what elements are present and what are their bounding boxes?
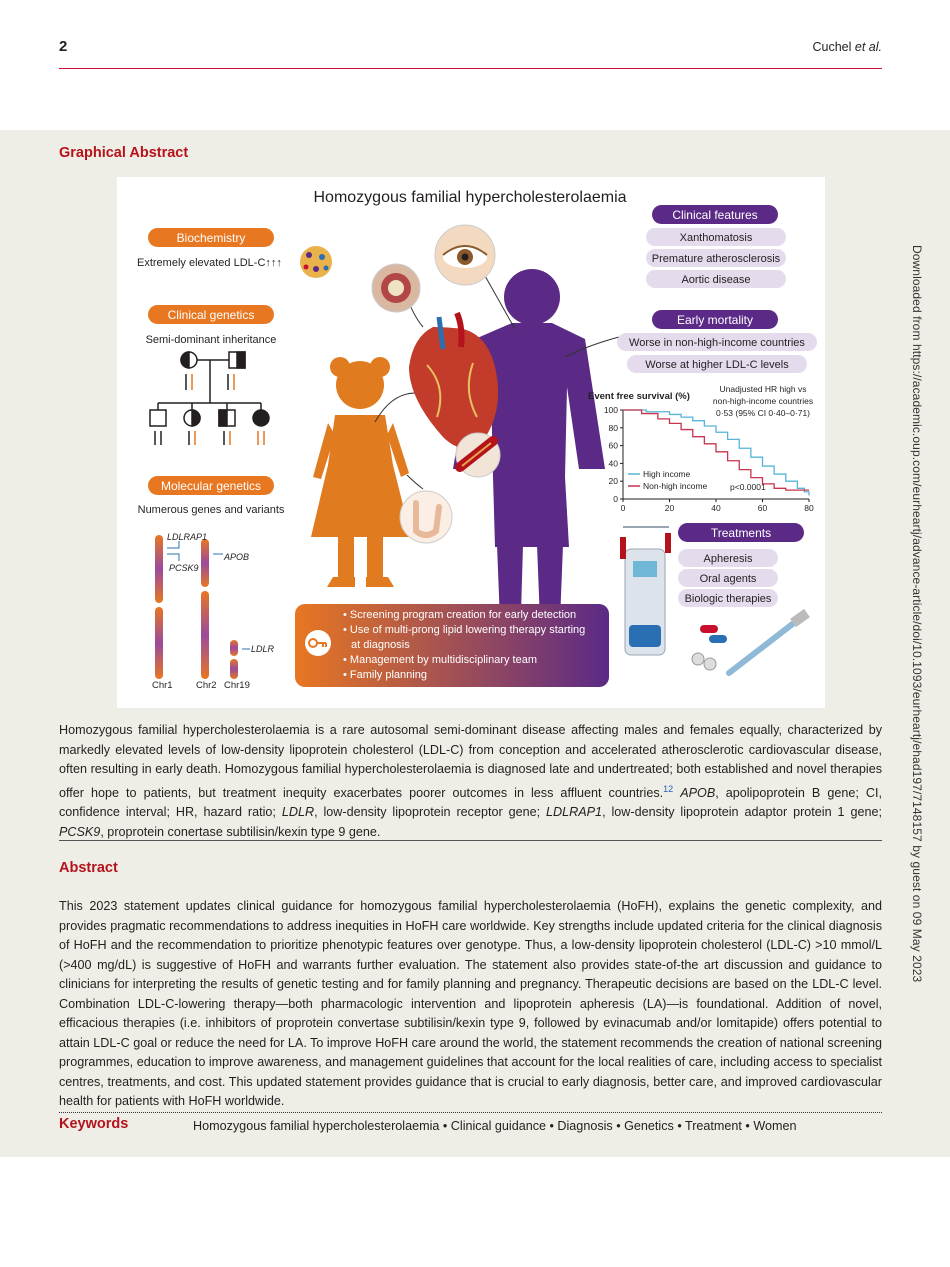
molecular-genetics-text: Numerous genes and variants [137,504,285,516]
running-head-etal: et al. [854,40,882,54]
recommendation-2b: at diagnosis [351,639,410,651]
child-silhouette [311,357,411,587]
chart-legend-label: High income [643,469,691,479]
recommendation-3: • Management by multidisciplinary team [343,654,537,666]
caption-rule [59,840,882,841]
figure-caption: Homozygous familial hypercholesterolaemia is a rare autosomal semi-dominant disease affecting males and females equally, characterized by markedly elevated levels of low-density lipoprotein cholesterol (LDL-C) from conception and accelerated atherosclerotic cardiovascular disease, often resulting in early death. Homozygous familial hypercholesterolaemia is diagnosed late and undertreated; both established and novel therapies offer hope to patients, but treatment inequity exacerbates poorer outcomes in less affluent countries.$^{12}$ APOB, apolipoprotein B gene; CI, confidence interval; HR, hazard ratio; LDLR, low-density lipoprotein receptor gene; LDLRAP1, low-density lipoprotein adaptor protein 1 gene; PCSK9, proprotein conertase subtilisin/kexin type 9 gene. [59,723,882,839]
ldl-particle-icon [300,246,332,278]
recommendation-1: • Screening program creation for early detection [343,609,577,621]
syringe-icon [729,613,807,673]
caption-ldlrap1: LDLRAP1 [546,805,603,820]
chr2-label: Chr2 [196,680,217,691]
caption-ldlr: LDLR [281,805,315,820]
keywords-list: Homozygous familial hypercholesterolaemia • Clinical guidance • Diagnosis • Genetics • Treatment • Women [193,1119,797,1133]
chart-annotation-3: 0·53 (95% CI 0·40–0·71) [715,408,811,418]
eye-icon [435,225,495,285]
chart-x-tick-label: 40 [711,503,721,513]
pills-icon [692,625,727,670]
vessel-icon [456,433,500,477]
gene-apob: APOB [224,552,250,562]
biochemistry-text: Extremely elevated LDL-C↑↑↑ [137,257,282,269]
chart-title: Event free survival (%) [588,391,690,402]
chart-annotation-2: non-high-income countries [712,396,814,406]
caption-text: Homozygous familial hypercholesterolaemia is a rare autosomal semi-dominant disease affecting males and females equally, characterized by markedly elevated levels of low-density lipoprotein cholesterol (LDL-C) from conception and accelerated atherosclerotic cardiovascular disease, often resulting in early death. Homozygous familial hypercholesterolaemia is diagnosed late and undertreated; both established and novel therapies offer hope to patients, but treatment inequity exacerbates poorer outcomes in less affluent countries. [59,723,882,800]
abstract-body: This 2023 statement updates clinical guidance for homozygous familial hypercholesterolaemia (HoFH), explains the genetic complexity, and provides pragmatic recommendations to address inequities in HoFH care worldwide. Key strengths include updated criteria for the clinical diagnosis of HoFH and the recommendation to prioritize phenotypic features over genotype. Thus, a low-density lipoprotein cholesterol (LDL-C) >10 mmol/L (>400 mg/dL) is suggestive of HoFH and warrants further evaluation. The statement also provides state-of-the art discussion and guidance to clinicians for interpreting the results of genetic testing and for family planning and pregnancy. Therapeutic decisions are based on the LDL-C level. Combination LDL-C-lowering therapy—both pharmacologic intervention and lipoprotein apheresis (LA)—is foundational. Addition of novel, efficacious therapies (i.e. inhibitors of proprotein convertase subtilisin/kexin type 9, followed by evinacumab and/or lomitapide) offers potential to attain LDL-C goal or reduce the need for LA. To improve HoFH care around the world, the statement recommends the creation of national screening programmes, education to improve awareness, and management guidelines that account for the local realities of care, including access to specialist centres, treatments, and cost. This updated statement provides guidance that is crucial to early diagnosis, better care, and improved cardiovascular health for patients with HoFH worldwide. [59,899,883,1108]
clinical-feature-2: Premature atherosclerosis [651,253,781,265]
chart-x-tick-label: 60 [757,503,768,513]
gene-ldlr: LDLR [251,644,275,654]
artery-section-icon [372,264,420,312]
survival-chart [588,384,814,513]
recommendation-4: • Family planning [343,669,427,681]
clinical-feature-1: Xanthomatosis [679,232,753,244]
chart-x-tick-label: 0 [620,503,626,513]
page-number: 2 [59,38,68,55]
hand-xanthoma-icon [400,491,452,543]
recommendation-2: • Use of multi-prong lipid lowering therapy starting [343,624,586,636]
early-mortality-label: Early mortality [676,313,754,327]
pedigree-diagram [150,352,269,426]
molecular-genetics-label: Molecular genetics [160,479,262,493]
treatment-3: Biologic therapies [684,593,772,605]
chart-y-tick-label: 80 [608,422,618,433]
caption-pcsk9: PCSK9 [59,824,101,839]
running-head [812,40,882,54]
chart-y-tick-label: 100 [603,405,618,415]
clinical-features-label: Clinical features [672,208,758,222]
biochemistry-label: Biochemistry [176,231,246,245]
chart-y-tick-label: 40 [608,458,618,469]
apheresis-machine-icon [620,527,671,655]
chr1-label: Chr1 [152,680,173,691]
keywords-divider [59,1112,882,1113]
clinical-feature-3: Aortic disease [681,274,751,286]
chart-y-tick-label: 0 [613,494,618,504]
gene-pcsk9: PCSK9 [169,563,199,573]
download-note: Downloaded from https://academic.oup.com/eurheartj/advance-article/doi/10.1093/eurheartj/ehad197/7148157 by guest on 09 May 2023 [910,245,924,983]
heart-icon [409,313,498,448]
chart-legend-label: Non-high income [643,481,708,491]
key-icon [305,630,331,656]
figure-title: Homozygous familial hypercholesterolaemia [313,189,627,206]
chart-y-tick-label: 20 [608,476,618,487]
treatment-1: Apheresis [703,553,753,565]
header-rule [59,68,882,69]
chart-y-tick-label: 60 [608,440,618,451]
caption-reference[interactable]: 12 [663,783,674,794]
chart-x-tick-label: 80 [804,503,814,513]
chart-p-value: p<0.0001 [730,482,766,492]
chr19-label: Chr19 [224,680,250,691]
abstract-title: Abstract [59,860,118,876]
treatment-2: Oral agents [699,573,757,585]
graphical-abstract-title: Graphical Abstract [59,145,189,161]
chart-annotation-1: Unadjusted HR high vs [719,384,807,394]
gene-ldlrap1: LDLRAP1 [167,532,208,542]
running-head-author: Cuchel [812,40,852,54]
chart-x-tick-label: 20 [664,503,675,513]
mortality-item-2: Worse at higher LDL-C levels [645,359,789,371]
treatments-label: Treatments [710,526,772,540]
caption-apob: APOB [680,785,716,800]
graphical-abstract-figure [117,177,825,708]
mortality-item-1: Worse in non-high-income countries [629,337,805,349]
clinical-genetics-text: Semi-dominant inheritance [145,334,277,346]
clinical-genetics-label: Clinical genetics [167,308,255,322]
keywords-label: Keywords [59,1116,129,1132]
